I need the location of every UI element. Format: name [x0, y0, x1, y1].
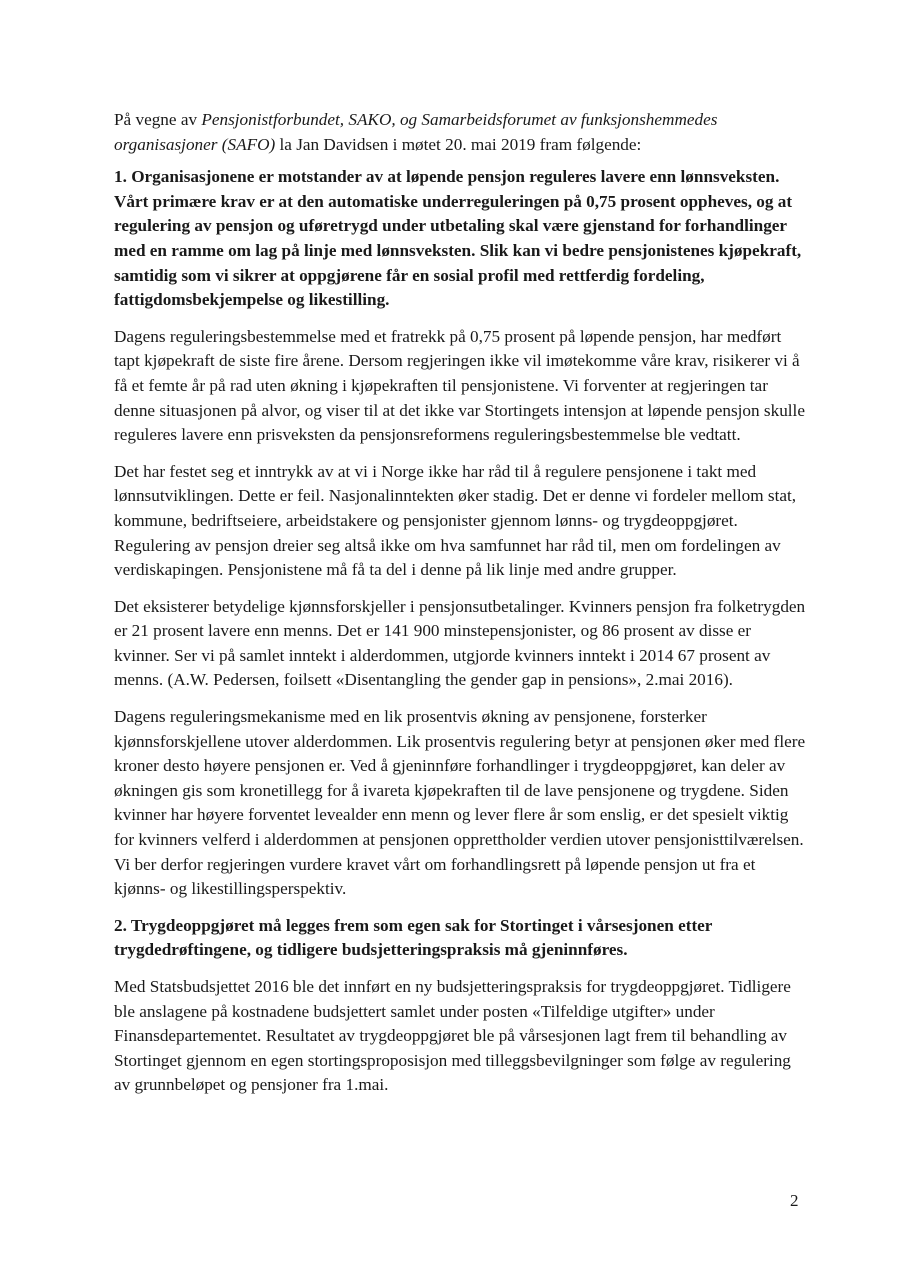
- point2-heading: 2. Trygdeoppgjøret må legges frem som egen sak for Stortinget i vårsesjonen etter trygdedrøftingene, og tidligere budsjetteringspraksis må gjeninnføres.: [114, 915, 713, 960]
- body-paragraph: Dagens reguleringsmekanisme med en lik prosentvis økning av pensjonene, forsterker kjønnsforskjellene utover alderdommen. Lik prosentvis regulering betyr at pensjonen øker med flere kroner desto høyere pensjonen er. Ved å gjeninnføre forhandlinger i trygdeoppgjøret, kan deler av økningen gis som kronetillegg for å ivareta kjøpekraften til de lave pensjonene og trygdene. Siden kvinner har høyere forventet levealder enn menn og lever flere år som enslig, er det spesielt viktig for kvinners velferd i alderdommen at pensjonen opprettholder verdien utover pensjonisttilværelsen. Vi ber derfor regjeringen vurdere kravet vårt om forhandlingsrett på løpende pensjon ut fra et kjønns- og likestillingsperspektiv.: [114, 707, 806, 899]
- intro-organizations: Pensjonistforbundet, SAKO, og Samarbeidsforumet av funksjonshemmedes organisasjoner (SAFO): [114, 110, 718, 154]
- intro-paragraph: [114, 108, 808, 157]
- intro-suffix: la Jan Davidsen i møtet 20. mai 2019 fram følgende:: [275, 134, 642, 154]
- body-paragraph: Det eksisterer betydelige kjønnsforskjeller i pensjonsutbetalinger. Kvinners pensjon fra folketrygden er 21 prosent lavere enn menns. Det er 141 900 minstepensjonister, og 86 prosent av disse er kvinner. Ser vi på samlet inntekt i alderdommen, utgjorde kvinners inntekt i 2014 67 prosent av menns. (A.W. Pedersen, foilsett «Disentangling the gender gap in pensions», 2.mai 2016).: [114, 596, 806, 690]
- body-paragraph: Dagens reguleringsbestemmelse med et fratrekk på 0,75 prosent på løpende pensjon, har medført tapt kjøpekraft de siste fire årene. Dersom regjeringen ikke vil imøtekomme våre krav, risikerer vi å få et femte år på rad uten økning i kjøpekraften til pensjonistene. Vi forventer at regjeringen tar denne situasjonen på alvor, og viser til at det ikke var Stortingets intensjon at løpende pensjon skulle reguleres lavere enn prisveksten da pensjonsreformens reguleringsbestemmelse ble vedtatt.: [114, 326, 805, 445]
- page-number: 2: [790, 1191, 799, 1210]
- point1-heading: 1. Organisasjonene er motstander av at løpende pensjon reguleres lavere enn lønnsveksten. Vårt primære krav er at den automatiske underreguleringen på 0,75 prosent oppheves, og at regulering av pensjon og uføretrygd under utbetaling skal være gjenstand for forhandlinger med en ramme om lag på linje med lønnsveksten. Slik kan vi bedre pensjonistenes kjøpekraft, samtidig som vi sikrer at oppgjørene får en sosial profil med rettferdig fordeling, fattigdomsbekjempelse og likestilling.: [114, 167, 802, 310]
- intro-prefix: På vegne av: [114, 110, 202, 129]
- document-page: [114, 108, 808, 1110]
- body-paragraph: Med Statsbudsjettet 2016 ble det innført en ny budsjetteringspraksis for trygdeoppgjøret. Tidligere ble anslagene på kostnadene budsjettert samlet under posten «Tilfeldige utgifter» under Finansdepartementet. Resultatet av trygdeoppgjøret ble på vårsesjonen lagt frem til behandling av Stortinget gjennom en egen stortingsproposisjon med tilleggsbevilgninger som følge av regulering av grunnbeløpet og pensjoner fra 1.mai.: [114, 977, 791, 1095]
- body-paragraph: Det har festet seg et inntrykk av at vi i Norge ikke har råd til å regulere pensjonene i takt med lønnsutviklingen. Dette er feil. Nasjonalinntekten øker stadig. Det er denne vi fordeler mellom stat, kommune, bedriftseiere, arbeidstakere og pensjonister gjennom lønns- og trygdeoppgjøret. Regulering av pensjon dreier seg altså ikke om hva samfunnet har råd til, men om fordelingen av verdiskapingen. Pensjonistene må få ta del i denne på lik linje med andre grupper.: [114, 461, 797, 580]
